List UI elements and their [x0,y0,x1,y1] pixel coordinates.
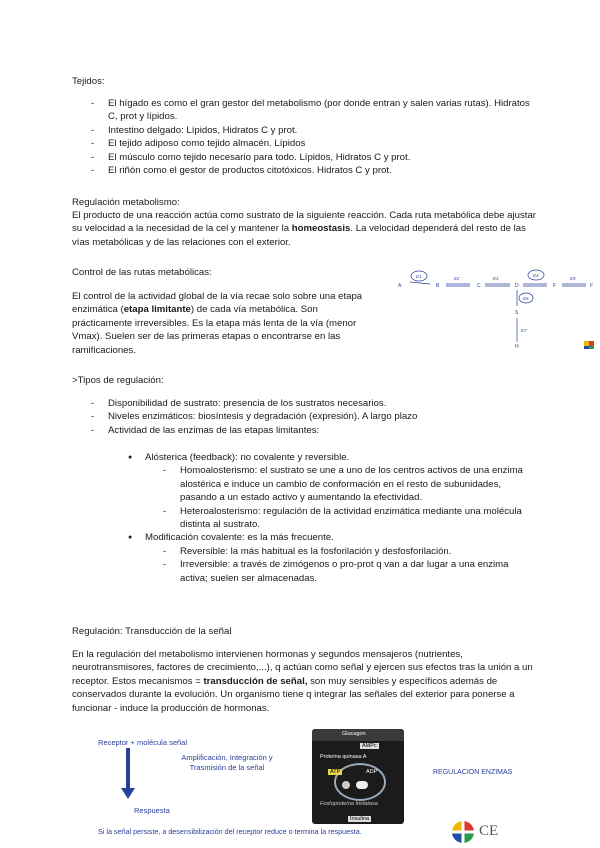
arrow-ab [410,282,430,284]
list-item: - El tejido adiposo como tejido almacén. Lípidos [108,137,538,150]
photo-fosfatasa: Fosfoproteína fosfatasa [320,801,378,807]
list-item: - Irreversible: a través de zimógenos o pro-prot q van a dar lugar a una enzima activa; suelen ser almacenadas. [180,558,525,585]
alosterica-sublist [180,464,525,531]
enzyme-e5: E5 [570,276,576,281]
covalente-text: Modificación covalente: es la más frecuente. [145,532,334,544]
node-a: A [398,283,402,289]
down-arrow-icon [120,748,140,800]
signal-cascade-photo [312,729,404,824]
tejidos-list [108,97,538,177]
enzyme-e7: E7 [521,328,527,333]
list-item: - Intestino delgado: Lípidos, Hidratos C y prot. [108,124,538,137]
covalente-sublist [180,545,525,585]
enzyme-e4: E4 [533,273,539,278]
tipos-list [108,397,538,437]
list-item: - Heteroalosterismo: regulación de la actividad enzimática mediante una molécula distinta al sustrato. [180,505,525,532]
transduccion-text-end: son muy sensibles y específicos además de conservados durante la evolución. Un organismo tiene q integrar las señales del exterior para ponerse a funcionar - induce la producción de hormonas. [72,675,515,714]
node-f2: F [590,283,594,289]
enzyme-e3: E3 [493,276,499,281]
amplificacion-label: Amplificación, Integración y Trasmisión de la señal [181,753,273,772]
list-item-alosterica [145,451,525,531]
enzyme-e2: E2 [454,276,460,281]
arrow-bc [446,284,470,286]
node-h: H [515,344,519,350]
list-item: - Disponibilidad de sustrato: presencia de los sustratos necesarios. [108,397,538,410]
pathway-diagram [390,266,600,356]
logo-text: CE [479,823,499,839]
control-text: El control de la actividad global de la vía recae solo sobre una etapa enzimática ( [72,291,363,316]
homeostasis-term: homeostasis [291,223,351,235]
alosterica-text: Alósterica (feedback): no covalente y reversible. [145,452,350,463]
control-heading: Control de las rutas metabólicas: [72,267,212,278]
photo-adp: ADP [366,769,378,775]
list-item: - Reversible: la más habitual es la fosforilación y desfosforilación. [180,545,525,558]
regulacion-heading: Regulación metabolismo: [72,197,180,208]
transduccion-text: En la regulación del metabolismo intervienen hormonas y segundos mensajeros (nutrientes, neurotransmisores, factores de crecimiento,...), q actúan como señal y ejercen sus efectos tras la unión a un receptor. Estos mecanismos = [72,649,533,687]
node-b: B [436,283,440,289]
transduccion-term: transducción de señal, [203,675,308,687]
respuesta-label: Respuesta [134,806,170,815]
node-c: C [477,283,481,289]
regulacion-text-2: La velocidad dependerá del resto de las vías metabólicas y de las relaciones con el exterior. [72,223,526,248]
regulacion-text-end: . [350,223,354,235]
node-f1: F [553,283,557,289]
node-d: D [515,283,519,289]
list-item: - El hígado es como el gran gestor del metabolismo (por donde entran y salen varias rutas). Hidratos C, prot y lípidos. [108,97,538,124]
arrow-cd [485,284,510,286]
control-paragraph [72,290,372,357]
transduccion-paragraph [72,648,542,715]
list-item: - Homoalosterismo: el sustrato se une a uno de los centros activos de una enzima alostérica e induce un cambio de conformación en el resto de subunidades, pasando a un estado activo y aumentando la efectividad. [180,464,525,504]
list-item: - El músculo como tejido necesario para todo. Lípidos, Hidratos C y prot. [108,151,538,164]
enzyme-e6: E6 [523,296,529,301]
list-item-covalente [145,531,525,585]
receptor-label: Receptor + molécula señal [98,738,188,747]
logo-icon [451,820,475,844]
footer-note: Si la señal persiste, a desensibilización del receptor reduce o termina la respuesta. [98,827,362,836]
photo-pka: Proteína quinasa A [320,754,367,760]
list-item: - Niveles enzimáticos: biosíntesis y degradación (expresión). A largo plazo [108,410,538,423]
tipos-sublist [145,451,525,585]
control-text-end: ) de cada vía metabólica. Son prácticamente irreversibles. Es la etapa más lenta de la vía (menor Vmax). Suelen ser de las primeras etapas o encontrarse en las ramificaciones. [72,304,357,356]
list-item: - El riñón como el gestor de productos citotóxicos. Hidratos C y prot. [108,164,538,177]
photo-glucagon: Glucagon [342,731,366,737]
arrow-df [523,284,547,286]
arrow-ff [562,284,586,286]
regulacion-paragraph [72,209,542,249]
photo-atp: ATP [330,769,341,775]
tejidos-heading: Tejidos: [72,76,105,87]
tipos-heading: >Tipos de regulación: [72,375,164,386]
enzyme-e1: E1 [416,274,422,279]
regulacion-text: El producto de una reacción actúa como sustrato de la siguiente reacción. Cada ruta metabólica debe ajustar su velocidad a la necesidad de la cel y mantener la [72,210,536,235]
photo-ampc: AMPc [362,743,377,749]
logo-mini-icon [584,341,594,349]
photo-insulina: Insulina [350,816,369,822]
transduccion-heading: Regulación: Transducción de la señal [72,626,232,637]
etapa-limitante-term: etapa limitante [123,304,191,316]
regulacion-enzimas-label: REGULACION ENZIMAS [433,769,513,776]
list-item: - Actividad de las enzimas de las etapas limitantes: [108,424,538,437]
node-g: S [515,310,519,316]
